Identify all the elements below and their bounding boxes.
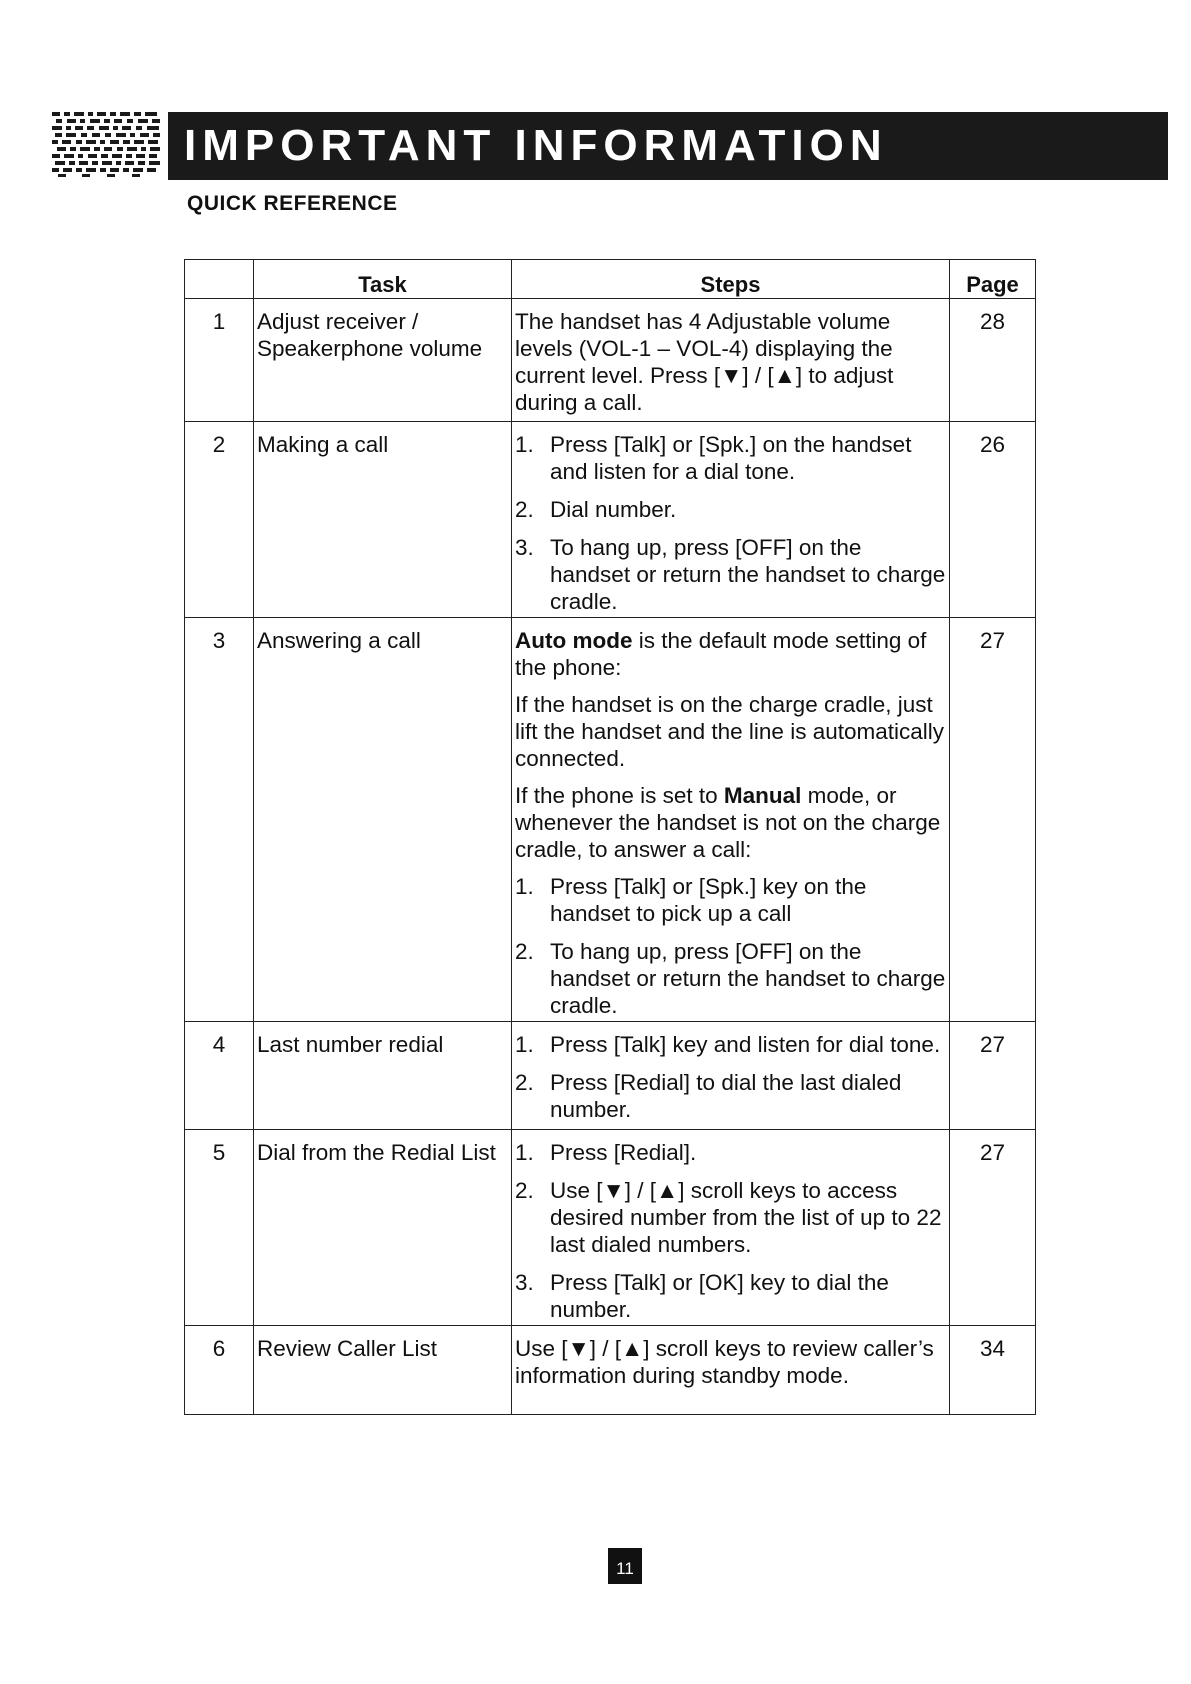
row-page: 26: [950, 422, 1036, 618]
row-page: 27: [950, 618, 1036, 1022]
row-steps: [512, 1130, 950, 1326]
row-task: Review Caller List: [254, 1326, 512, 1415]
row-page: 27: [950, 1022, 1036, 1130]
row-number: 3: [185, 618, 254, 1022]
steps-paragraph: [515, 627, 946, 681]
header-task: Task: [254, 260, 512, 299]
header-title: IMPORTANT INFORMATION: [168, 112, 1168, 180]
row-page: 27: [950, 1130, 1036, 1326]
step-item: [515, 534, 946, 615]
row-number: 1: [185, 299, 254, 422]
step-number: 3.: [515, 535, 534, 560]
row-number: 2: [185, 422, 254, 618]
step-item: [515, 1269, 946, 1323]
step-text: Use [▼] / [▲] scroll keys to access desired number from the list of up to 22 last dialed numbers.: [550, 1178, 942, 1257]
row-number: 5: [185, 1130, 254, 1326]
header-page: Page: [950, 260, 1036, 299]
step-number: 3.: [515, 1270, 534, 1295]
header-steps: Steps: [512, 260, 950, 299]
table-row: [185, 1130, 1036, 1326]
step-text: Press [Redial].: [550, 1140, 697, 1165]
step-number: 2.: [515, 1178, 534, 1203]
steps-text: The handset has 4 Adjustable volume levels (VOL-1 – VOL-4) displaying the current level. Press [▼] / [▲] to adjust during a call.: [515, 309, 894, 415]
step-number: 1.: [515, 432, 534, 457]
row-page: 28: [950, 299, 1036, 422]
steps-paragraph: [515, 782, 946, 863]
step-item: [515, 496, 946, 523]
step-text: Dial number.: [550, 497, 677, 522]
table-row: [185, 618, 1036, 1022]
step-text: Press [Talk] or [Spk.] key on the handset to pick up a call: [550, 874, 867, 926]
row-number: 4: [185, 1022, 254, 1130]
step-number: 1.: [515, 1032, 534, 1057]
step-number: 2.: [515, 497, 534, 522]
step-number: 2.: [515, 1070, 534, 1095]
row-task: Last number redial: [254, 1022, 512, 1130]
step-number: 1.: [515, 1140, 534, 1165]
step-item: [515, 431, 946, 485]
step-item: [515, 1069, 946, 1123]
header-num: [185, 260, 254, 299]
steps-paragraph: If the handset is on the charge cradle, just lift the handset and the line is automatically connected.: [515, 692, 945, 771]
paragraph-text: If the phone is set to: [515, 783, 724, 808]
step-item: [515, 873, 946, 927]
step-text: Press [Redial] to dial the last dialed number.: [550, 1070, 902, 1122]
step-text: Press [Talk] or [Spk.] on the handset and listen for a dial tone.: [550, 432, 912, 484]
step-number: 2.: [515, 939, 534, 964]
row-task: Adjust receiver / Speakerphone volume: [254, 299, 512, 422]
row-steps: [512, 422, 950, 618]
step-number: 1.: [515, 874, 534, 899]
row-steps: [512, 1022, 950, 1130]
table-row: [185, 1022, 1036, 1130]
row-task: Dial from the Redial List: [254, 1130, 512, 1326]
paragraph-text: is the default mode setting of the phone:: [515, 628, 927, 680]
header-decorative-pattern: [52, 112, 162, 178]
quick-reference-table: [184, 259, 1036, 1415]
page-number: 11: [608, 1548, 642, 1584]
step-item: [515, 1177, 946, 1258]
step-text: Press [Talk] or [OK] key to dial the number.: [550, 1270, 889, 1322]
step-item: [515, 1031, 946, 1058]
row-number: 6: [185, 1326, 254, 1415]
paragraph-text: mode, or whenever the handset is not on the charge cradle, to answer a call:: [515, 783, 941, 862]
section-title: QUICK REFERENCE: [187, 192, 398, 215]
row-page: 34: [950, 1326, 1036, 1415]
row-task: Making a call: [254, 422, 512, 618]
row-steps: [512, 618, 950, 1022]
table-row: [185, 1326, 1036, 1415]
step-text: Press [Talk] key and listen for dial tone.: [550, 1032, 941, 1057]
step-text: To hang up, press [OFF] on the handset or return the handset to charge cradle.: [550, 535, 946, 614]
table-row: [185, 422, 1036, 618]
auto-mode-label: Auto mode: [515, 628, 633, 653]
table-header-row: [185, 260, 1036, 299]
table-row: [185, 299, 1036, 422]
step-text: To hang up, press [OFF] on the handset or return the handset to charge cradle.: [550, 939, 946, 1018]
steps-text: Use [▼] / [▲] scroll keys to review caller’s information during standby mode.: [515, 1336, 934, 1388]
row-steps: [512, 299, 950, 422]
row-task: Answering a call: [254, 618, 512, 1022]
row-steps: [512, 1326, 950, 1415]
step-item: [515, 938, 946, 1019]
step-item: [515, 1139, 946, 1166]
manual-mode-label: Manual: [723, 783, 802, 808]
